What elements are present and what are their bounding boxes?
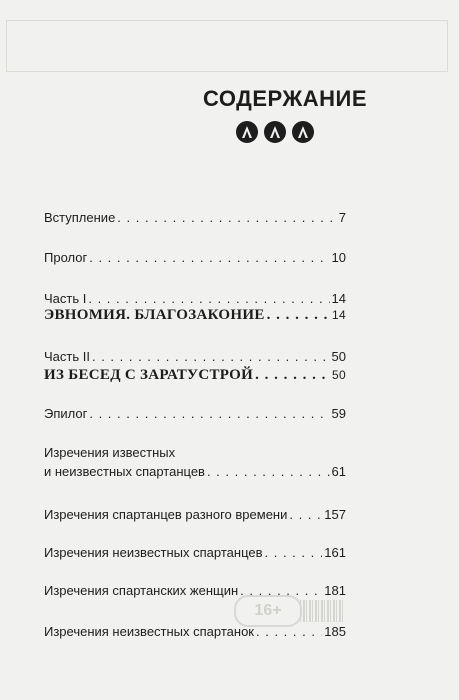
toc-entry-page: 185	[324, 624, 346, 639]
toc-entry-label: Изречения неизвестных спартанцев	[44, 545, 263, 560]
leader-dots	[256, 624, 322, 639]
toc-entry[interactable]	[44, 406, 346, 421]
toc-entry-label: и неизвестных спартанцев	[44, 464, 205, 479]
toc-entry[interactable]	[44, 250, 346, 265]
toc-entry[interactable]	[44, 545, 346, 560]
leader-dots	[265, 545, 323, 560]
toc-entry-label: Изречения неизвестных спартанок	[44, 624, 254, 639]
leader-dots	[89, 250, 329, 265]
toc-entry-page: 61	[331, 464, 346, 479]
toc-entry[interactable]	[44, 464, 346, 479]
leader-dots	[207, 464, 330, 479]
toc-entry-label: Пролог	[44, 250, 88, 265]
toc-entry[interactable]	[44, 210, 346, 225]
toc-entry-page: 181	[324, 583, 346, 598]
page-title: СОДЕРЖАНИЕ	[203, 86, 368, 111]
leader-dots	[289, 507, 322, 522]
leader-dots	[240, 583, 322, 598]
toc-entry[interactable]	[44, 507, 346, 522]
toc-entry-page: 10	[331, 250, 346, 265]
toc-entry-label: Изречения спартанцев разного времени	[44, 507, 288, 522]
leader-dots	[267, 307, 330, 324]
toc-entry-page: 50	[332, 368, 346, 382]
leader-dots	[89, 406, 329, 421]
toc-entry[interactable]	[44, 583, 346, 598]
leader-dots	[88, 291, 329, 306]
toc-entry-page: 161	[324, 545, 346, 560]
toc-entry-label: Вступление	[44, 210, 116, 225]
toc-entry[interactable]	[44, 367, 346, 384]
leader-dots	[92, 349, 330, 364]
toc-entry-page: 14	[331, 291, 346, 306]
toc-entry[interactable]	[44, 291, 346, 306]
toc-entry-label: ЭВНОМИЯ. БЛАГОЗАКОНИЕ	[44, 307, 265, 323]
age-rating-stamp: 16+	[234, 595, 302, 627]
toc-entry[interactable]	[44, 349, 346, 364]
toc-entry-page: 157	[324, 507, 346, 522]
toc-entry-label: Эпилог	[44, 406, 88, 421]
toc-entry[interactable]	[44, 307, 346, 324]
toc-entry-label: Изречения спартанских женщин	[44, 583, 239, 598]
toc-entry-page: 14	[332, 308, 346, 322]
toc-entry-label: Часть II	[44, 349, 90, 364]
leader-dots	[255, 367, 330, 384]
toc-entry-page: 50	[331, 349, 346, 364]
toc-entry-page: 59	[331, 406, 346, 421]
toc-entry-label: ИЗ БЕСЕД С ЗАРАТУСТРОЙ	[44, 367, 254, 383]
toc-entry-label: Часть I	[44, 291, 87, 306]
leader-dots	[117, 210, 336, 225]
toc-entry-label-line1[interactable]: Изречения известных	[44, 445, 176, 460]
toc-entry-page: 7	[338, 210, 346, 225]
toc-entry[interactable]	[44, 624, 346, 639]
